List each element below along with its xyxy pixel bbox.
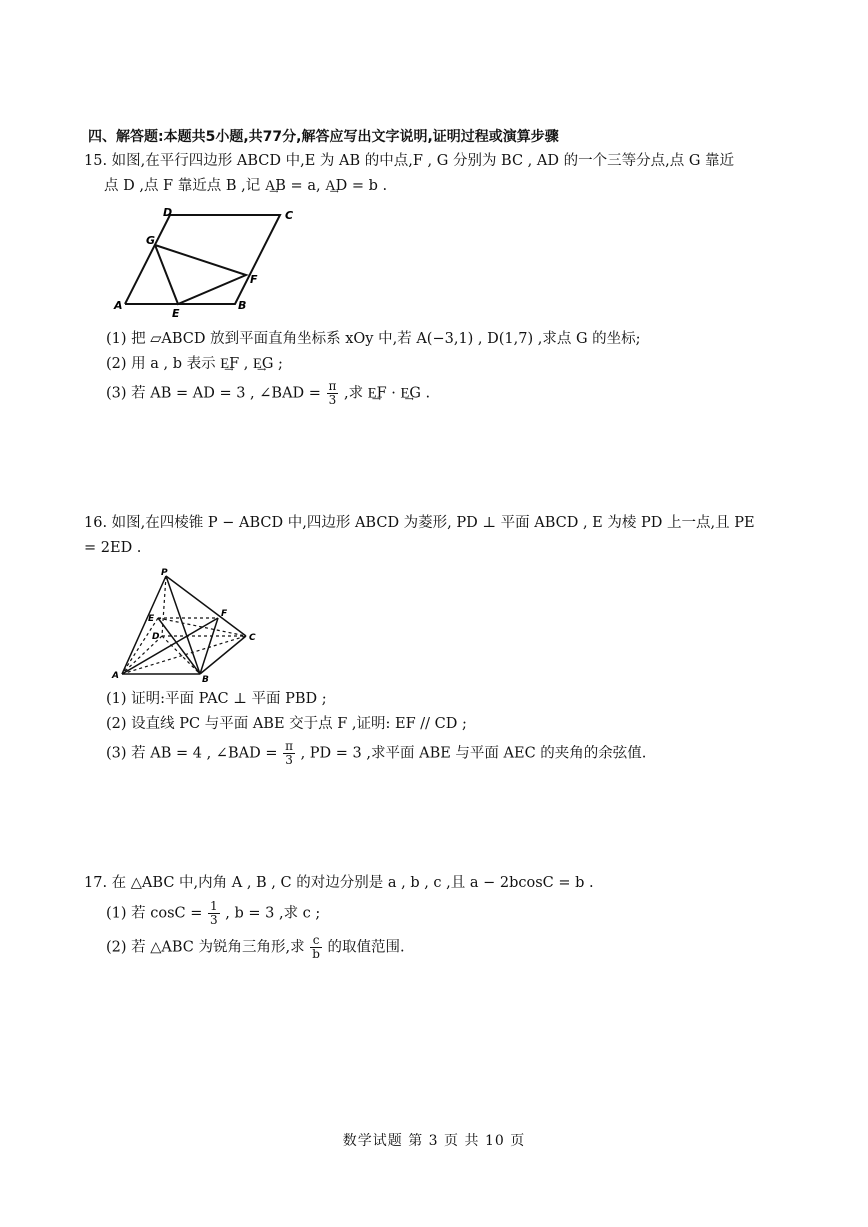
label-d: D [152, 632, 160, 642]
triangle-efg [155, 245, 246, 304]
q15-stem-line2: 点 D ,点 F 靠近点 B ,记 A͢B = a, A͢D = b . [104, 178, 388, 194]
q17-part1-text: (1) 若 cosC = [106, 905, 203, 922]
q16-pyramid-figure [108, 566, 268, 686]
label-c: C [285, 209, 294, 222]
q15-part2: (2) 用 a , b 表示 E͢F , E͢G ; [106, 356, 283, 372]
q15-parallelogram-figure [108, 200, 308, 320]
label-f: F [221, 609, 228, 619]
q17-part2-fraction: $\frac{c}{b}$ [312, 933, 320, 961]
q15-part3 [106, 380, 430, 407]
label-b: B [238, 299, 247, 312]
q16-stem-line2: = 2ED . [84, 540, 142, 556]
q15-part3-text: (3) 若 AB = AD = 3 , ∠BAD = [106, 385, 321, 402]
q17-stem: 17. 在 △ABC 中,内角 A , B , C 的对边分别是 a , b , c ,且 a − 2bcosC = b . [84, 875, 594, 891]
q15-stem-line1: 15. 如图,在平行四边形 ABCD 中,E 为 AB 的中点,F , G 分别为 BC , AD 的一个三等分点,点 G 靠近 [84, 153, 735, 169]
q16-part1: (1) 证明:平面 PAC ⊥ 平面 PBD ; [106, 691, 327, 707]
q17-part2 [106, 934, 405, 961]
q15-part3-fraction: $\frac{\pi}{3}$ [328, 379, 337, 407]
q17-part1-fraction: $\frac{1}{3}$ [210, 899, 218, 927]
label-b: B [202, 675, 209, 685]
label-c: C [249, 633, 256, 643]
q16-part3 [106, 740, 646, 767]
label-p: P [161, 568, 168, 578]
label-a: A [114, 299, 123, 312]
q15-part3-tail: ,求 E͢F · E͢G . [344, 385, 431, 402]
section-heading: 四、解答题:本题共5小题,共77分,解答应写出文字说明,证明过程或演算步骤 [88, 129, 559, 145]
q16-part3-tail: , PD = 3 ,求平面 ABE 与平面 AEC 的夹角的余弦值. [300, 745, 647, 762]
q17-part2-tail: 的取值范围. [327, 939, 405, 956]
page-footer: 数学试题 第 3 页 共 10 页 [342, 1133, 526, 1149]
q17-part2-text: (2) 若 △ABC 为锐角三角形,求 [106, 939, 305, 956]
label-f: F [250, 273, 258, 286]
label-g: G [146, 234, 156, 247]
label-e: E [148, 614, 155, 624]
q16-part3-fraction: $\frac{\pi}{3}$ [285, 739, 293, 767]
parallelogram-abcd [125, 215, 280, 304]
q16-part3-text: (3) 若 AB = 4 , ∠BAD = [106, 745, 278, 762]
q16-stem-line1: 16. 如图,在四棱锥 P − ABCD 中,四边形 ABCD 为菱形, PD ⊥ 平面 ABCD , E 为棱 PD 上一点,且 PE [84, 515, 755, 531]
label-e: E [172, 307, 180, 320]
q17-part1 [106, 900, 320, 927]
q17-part1-tail: , b = 3 ,求 c ; [225, 905, 321, 922]
q16-part2: (2) 设直线 PC 与平面 ABE 交于点 F ,证明: EF // CD ; [106, 716, 467, 732]
label-d: D [163, 206, 173, 219]
label-a: A [112, 671, 119, 681]
q15-part1: (1) 把 ▱ABCD 放到平面直角坐标系 xOy 中,若 A(−3,1) , D(1,7) ,求点 G 的坐标; [106, 331, 641, 347]
